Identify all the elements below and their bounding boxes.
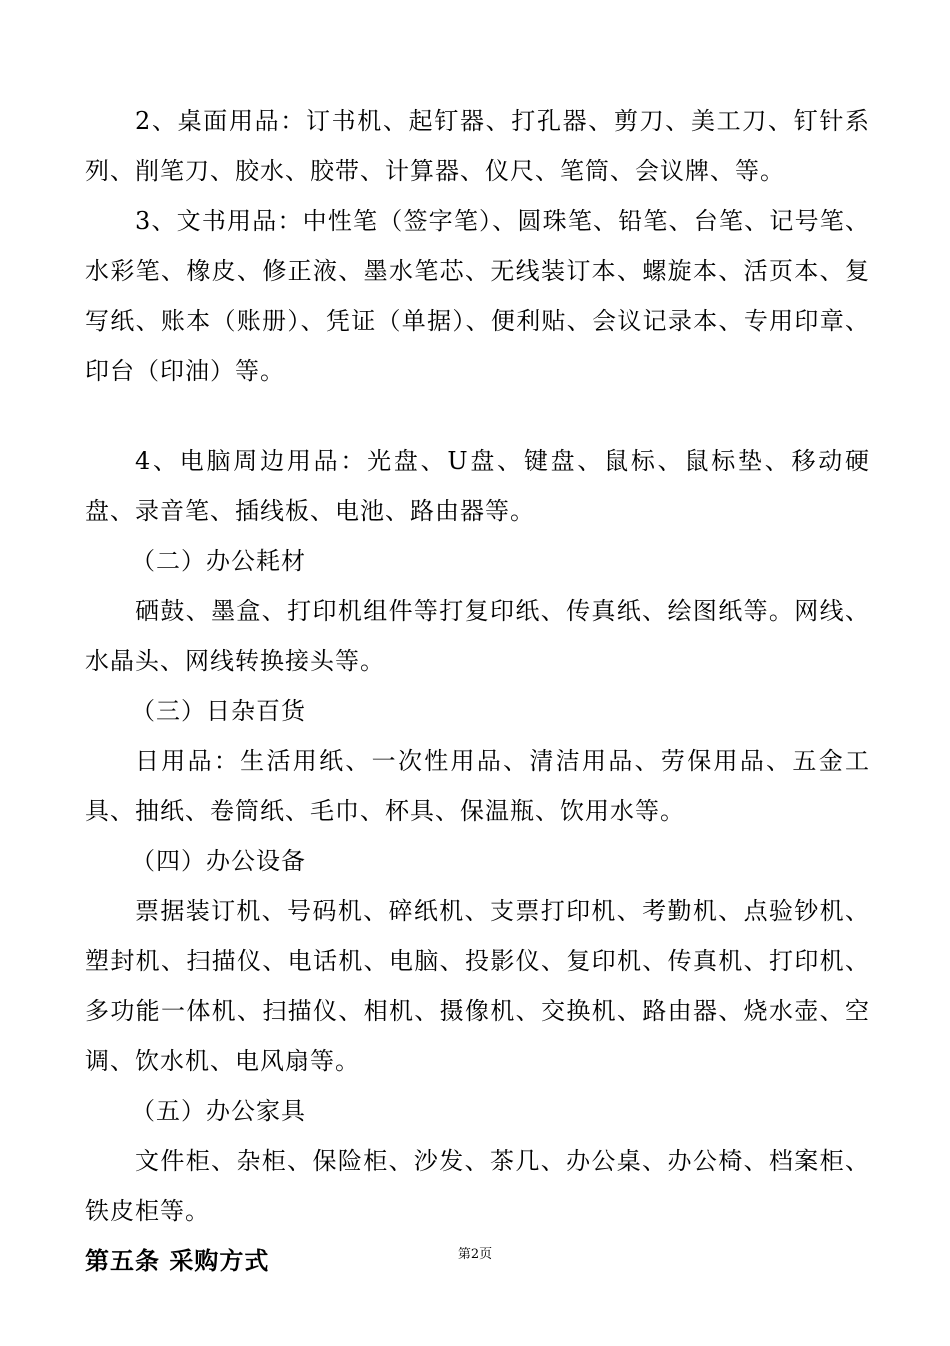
paragraph-office-consumables: 硒鼓、墨盒、打印机组件等打复印纸、传真纸、绘图纸等。网线、水晶头、网线转换接头等。 [85, 597, 870, 675]
heading-office-equipment: （四）办公设备 [131, 847, 306, 875]
paragraph-office-equipment: 票据装订机、号码机、碎纸机、支票打印机、考勤机、点验钞机、塑封机、扫描仪、电话机、电脑、投影仪、复印机、传真机、打印机、多功能一体机、扫描仪、相机、摄像机、交换机、路由器、烧水壶、空调、饮水机、电风扇等。 [85, 897, 870, 1075]
section-title-procurement-method: 第五条 采购方式 [85, 1246, 270, 1275]
paragraph-stationery: 3、文书用品：中性笔（签字笔）、圆珠笔、铅笔、台笔、记号笔、水彩笔、橡皮、修正液、墨水笔芯、无线装订本、螺旋本、活页本、复写纸、账本（账册）、凭证（单据）、便利贴、会议记录本、专用印章、印台（印油）等。 [85, 207, 870, 385]
heading-office-consumables: （二）办公耗材 [131, 547, 306, 575]
document-page [85, 96, 870, 1286]
page-number: 第2页 [457, 1247, 493, 1262]
paragraph-desk-supplies: 2、桌面用品：订书机、起钉器、打孔器、剪刀、美工刀、钉针系列、削笔刀、胶水、胶带、计算器、仪尺、笔筒、会议牌、等。 [85, 107, 870, 185]
heading-office-furniture: （五）办公家具 [131, 1097, 306, 1125]
paragraph-computer-peripherals: 4、电脑周边用品：光盘、U盘、键盘、鼠标、鼠标垫、移动硬盘、录音笔、插线板、电池、路由器等。 [85, 447, 870, 525]
paragraph-daily-goods: 日用品：生活用纸、一次性用品、清洁用品、劳保用品、五金工具、抽纸、卷筒纸、毛巾、杯具、保温瓶、饮用水等。 [85, 747, 870, 825]
paragraph-office-furniture: 文件柜、杂柜、保险柜、沙发、茶几、办公桌、办公椅、档案柜、铁皮柜等。 [85, 1147, 870, 1225]
heading-daily-goods: （三）日杂百货 [131, 697, 306, 725]
